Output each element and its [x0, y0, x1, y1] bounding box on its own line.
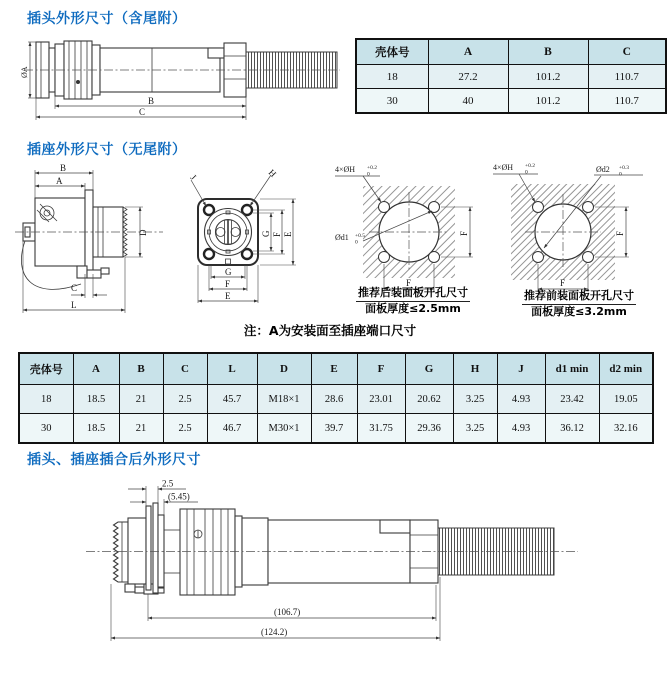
- dim-label-c: C: [139, 107, 146, 117]
- cutout-label: Ød1: [335, 233, 349, 242]
- mounting-hole: [379, 252, 390, 263]
- table-cell: 3.25: [453, 385, 497, 414]
- mounting-hole: [583, 252, 594, 263]
- table-row: [356, 65, 666, 89]
- header-row: [19, 353, 653, 385]
- holes-tol-lower: 0: [525, 169, 528, 176]
- dim-label-flange: (5.45): [168, 491, 190, 502]
- table-cell: 101.2: [508, 65, 588, 89]
- table-cell: 40: [428, 89, 508, 114]
- dimension-dia-a: [20, 42, 36, 98]
- table-row: [356, 89, 666, 114]
- bayonet-pin: [76, 80, 80, 84]
- table-cell: 4.93: [497, 385, 545, 414]
- serrated-cap: [114, 522, 129, 582]
- dim-label-f: F: [225, 279, 231, 289]
- dim-label-f: F: [615, 230, 625, 236]
- column-header: B: [508, 39, 588, 65]
- column-header: 壳体号: [19, 353, 73, 385]
- table-cell: 101.2: [508, 89, 588, 114]
- plug-section-heading: 插头外形尺寸（含尾附）: [27, 11, 187, 27]
- holes-tol-lower: 0: [367, 171, 370, 178]
- mounting-hole: [533, 252, 544, 263]
- table-cell: 32.16: [599, 414, 653, 444]
- dimension-a: [35, 176, 85, 190]
- front-panel-caption: [493, 289, 665, 319]
- dim-label-b: B: [148, 96, 155, 106]
- dim-label-d: D: [138, 229, 148, 236]
- column-header: D: [257, 353, 311, 385]
- dimension-c: [36, 98, 246, 120]
- callout-j: [189, 172, 206, 206]
- dim-label-dia-a: ØA: [20, 66, 29, 78]
- table-cell: 4.93: [497, 414, 545, 444]
- mounting-hole: [583, 202, 594, 213]
- front-panel-cutout-diagram: [493, 158, 665, 296]
- header-row: [356, 39, 666, 65]
- mated-section-heading: 插头、插座插合后外形尺寸: [27, 452, 201, 468]
- socket-section-heading: 插座外形尺寸（无尾附）: [27, 142, 187, 158]
- mounting-hole: [242, 249, 252, 259]
- holes-tol-upper: +0.2: [367, 165, 377, 171]
- column-header: C: [588, 39, 666, 65]
- table-cell: 110.7: [588, 89, 666, 114]
- column-header: d1 min: [545, 353, 599, 385]
- holes-tol-upper: +0.2: [525, 163, 535, 169]
- table-cell: 18: [356, 65, 428, 89]
- panel-plate: [146, 506, 151, 590]
- dim-label-g: G: [261, 230, 271, 237]
- column-header: A: [428, 39, 508, 65]
- table-cell: 46.7: [207, 414, 257, 444]
- rear-panel-caption: [333, 286, 493, 316]
- table-cell: 39.7: [311, 414, 357, 444]
- caption-line1: 推荐后装面板开孔尺寸: [356, 286, 470, 302]
- column-header: d2 min: [599, 353, 653, 385]
- table-cell: M30×1: [257, 414, 311, 444]
- table-cell: 2.5: [163, 414, 207, 444]
- column-header: J: [497, 353, 545, 385]
- holes-label: 4×ØH: [335, 165, 356, 174]
- table-cell: 19.05: [599, 385, 653, 414]
- dim-label-f: F: [272, 231, 282, 237]
- dim-label-f: F: [459, 230, 469, 236]
- flange-plate: [153, 503, 158, 593]
- column-header: A: [73, 353, 119, 385]
- mounting-hole: [204, 249, 214, 259]
- table-cell: 45.7: [207, 385, 257, 414]
- table-cell: 30: [19, 414, 73, 444]
- table-cell: 28.6: [311, 385, 357, 414]
- table-cell: 29.36: [405, 414, 453, 444]
- plug-dimensions-table: [355, 38, 667, 114]
- mounting-hole: [429, 202, 440, 213]
- dimension-bottom-g: [211, 265, 245, 279]
- table-cell: 18.5: [73, 414, 119, 444]
- column-header: H: [453, 353, 497, 385]
- table-cell: 27.2: [428, 65, 508, 89]
- dim-label-j: J: [188, 172, 199, 182]
- dim-label-gap: 2.5: [162, 478, 174, 489]
- table-cell: 2.5: [163, 385, 207, 414]
- cutout-tol-lower: 0: [355, 239, 358, 246]
- table-cell: 18.5: [73, 385, 119, 414]
- dimension-b: [55, 96, 246, 120]
- dim-label-a: A: [56, 176, 63, 186]
- plug-outline-drawing: [22, 34, 342, 126]
- table-cell: 31.75: [357, 414, 405, 444]
- cutout-label: Ød2: [596, 165, 610, 174]
- column-header: E: [311, 353, 357, 385]
- mated-body-outline: [114, 503, 555, 595]
- table-cell: 36.12: [545, 414, 599, 444]
- dim-label-c: C: [71, 283, 78, 293]
- cutout-tol-lower: 0: [619, 171, 622, 178]
- cutout-tol-upper: +0.3: [619, 165, 629, 171]
- socket-dimensions-table: [18, 352, 654, 444]
- mounting-hole: [204, 205, 214, 215]
- dim-label-total: (124.2): [261, 627, 288, 637]
- mounting-hole: [379, 202, 390, 213]
- flange-outline: [198, 199, 258, 265]
- mated-outline-drawing: [78, 478, 593, 673]
- socket-side-view: [13, 160, 188, 315]
- dim-label-f: F: [406, 278, 412, 288]
- table-cell: M18×1: [257, 385, 311, 414]
- note-text: 注：A为安装面至插座端口尺寸: [243, 323, 417, 338]
- column-header: F: [357, 353, 405, 385]
- caption-line2: 面板厚度≤3.2mm: [531, 305, 627, 318]
- mounting-hole: [533, 202, 544, 213]
- mounting-hole: [429, 252, 440, 263]
- table-cell: 3.25: [453, 414, 497, 444]
- table-cell: 23.42: [545, 385, 599, 414]
- dim-label-f: F: [560, 278, 566, 288]
- socket-body-outline: [21, 190, 127, 289]
- dim-label-g: G: [225, 267, 232, 277]
- socket-front-view: [183, 160, 323, 315]
- table-cell: 30: [356, 89, 428, 114]
- table-cell: 18: [19, 385, 73, 414]
- dim-label-h: H: [266, 167, 279, 180]
- dim-label-l: L: [71, 300, 77, 310]
- coupling-ring: [180, 509, 235, 595]
- column-header: 壳体号: [356, 39, 428, 65]
- table-cell: 23.01: [357, 385, 405, 414]
- cutout-tol-upper: +0.5: [355, 233, 365, 239]
- column-header: B: [119, 353, 163, 385]
- dim-label-body: (106.7): [274, 607, 301, 617]
- callout-h: [250, 167, 279, 206]
- dim-label-b: B: [60, 163, 67, 173]
- holes-label: 4×ØH: [493, 163, 514, 172]
- column-header: L: [207, 353, 257, 385]
- dim-label-e: E: [283, 231, 293, 237]
- mounting-hole: [242, 205, 252, 215]
- caption-line2: 面板厚度≤2.5mm: [365, 302, 461, 315]
- table-cell: 20.62: [405, 385, 453, 414]
- table-cell: 110.7: [588, 65, 666, 89]
- column-header: G: [405, 353, 453, 385]
- table-cell: 21: [119, 385, 163, 414]
- table-row: [19, 414, 653, 444]
- rear-panel-cutout-diagram: [333, 158, 493, 296]
- table-row: [19, 385, 653, 414]
- dim-label-e: E: [225, 291, 231, 301]
- caption-line1: 推荐前装面板开孔尺寸: [522, 289, 636, 305]
- column-header: C: [163, 353, 207, 385]
- table-cell: 21: [119, 414, 163, 444]
- dimension-b: [35, 163, 93, 198]
